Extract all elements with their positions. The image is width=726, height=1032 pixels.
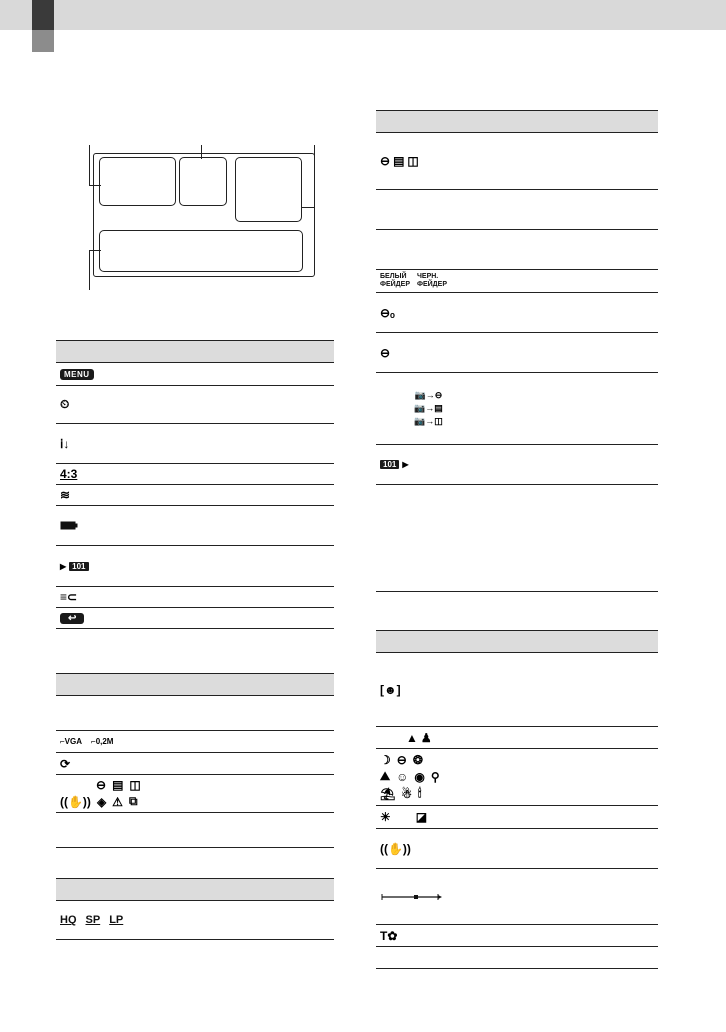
- indicator-table-quality: [56, 878, 334, 940]
- steadyshot-off-icon: ((✋)): [380, 841, 411, 856]
- table-row: [56, 901, 334, 940]
- folder-icon: 101: [380, 460, 399, 469]
- copy-to-hdd-icon: 📷→⊖: [414, 390, 443, 400]
- white-balance-sun-icon: ☀: [380, 810, 391, 824]
- battery-icon: [60, 521, 78, 530]
- landscape-icon: ▲: [406, 730, 418, 745]
- table-row: [56, 696, 334, 731]
- area-upper-center: [179, 157, 227, 206]
- wireless-icon: ≋: [60, 488, 71, 502]
- copy-to-stick-icon: 📷→▤: [414, 403, 443, 413]
- table-header: [56, 673, 334, 696]
- table-row: [376, 869, 658, 925]
- memory-stick-icon: ▤: [393, 154, 405, 168]
- table-row: [376, 749, 658, 806]
- table-row: [376, 829, 658, 869]
- camera-warning-icon: ◈: [96, 794, 107, 809]
- table-row: [376, 133, 658, 190]
- menu-button-icon: MENU: [60, 369, 94, 380]
- portrait-scene-icon: ☺: [396, 769, 409, 784]
- table-row: [56, 775, 334, 813]
- light-icon: ≡⊂: [60, 590, 78, 604]
- zoom-bar-icon: [380, 892, 444, 902]
- hdd-status-icon: ⊖: [380, 345, 391, 360]
- table-header: [376, 630, 658, 653]
- table-row: [56, 813, 334, 848]
- repeat-icon: ⟳: [60, 756, 71, 771]
- play-arrow-icon: ▶: [60, 561, 67, 571]
- table-row: [56, 608, 334, 629]
- hdd-off-icon: ⊖ₒ: [380, 305, 395, 320]
- table-row: [56, 546, 334, 587]
- chapter-tab-lower: [32, 30, 54, 52]
- light-down-icon: ⅰ↓: [60, 436, 70, 451]
- face-detection-off-icon: [☻]: [380, 682, 401, 697]
- indicator-table-media: [376, 110, 658, 592]
- spotlight-icon: ◉: [414, 769, 425, 784]
- aspect-ratio-icon: 4:3: [60, 467, 78, 481]
- warning-icon: ⚠: [112, 794, 123, 809]
- table-row: [56, 386, 334, 424]
- quality-sp-icon: SP: [85, 914, 101, 926]
- area-bottom: [99, 230, 303, 272]
- table-row: [376, 230, 658, 270]
- table-row: [56, 506, 334, 546]
- memory-stick-icon: ▤: [112, 778, 124, 792]
- page-header-bar: [0, 0, 726, 30]
- table-row: [56, 753, 334, 775]
- copy-to-card-icon: 📷→◫: [414, 416, 443, 426]
- black-fader-label: ЧЕРН. ФЕЙДЕР: [417, 273, 447, 288]
- snow-icon: ☃: [401, 786, 412, 801]
- table-row: [376, 333, 658, 373]
- table-row: [376, 445, 658, 485]
- backlight-icon: ◪: [415, 810, 428, 824]
- landscape-scene-icon: ⛰: [380, 769, 391, 783]
- tele-macro-icon: T✿: [380, 928, 398, 943]
- table-row: [56, 485, 334, 506]
- table-row: [376, 485, 658, 592]
- media-hdd-icon: ⊖: [96, 778, 107, 792]
- self-timer-icon: ⏲: [60, 397, 70, 411]
- table-row: [56, 731, 334, 753]
- table-row: [376, 270, 658, 293]
- table-row: [56, 464, 334, 485]
- area-upper-right: [235, 157, 302, 222]
- table-row: [376, 190, 658, 230]
- quality-lp-icon: LP: [109, 914, 124, 926]
- table-row: [56, 363, 334, 386]
- sports-icon: ⚲: [430, 769, 440, 784]
- screen-diagram: [88, 145, 328, 290]
- table-row: [376, 806, 658, 829]
- indicator-table-photo: [56, 673, 334, 848]
- sunset-icon: ⊖: [396, 753, 407, 767]
- folder-icon: 101: [69, 562, 88, 571]
- table-row: [376, 947, 658, 969]
- table-row: [56, 424, 334, 464]
- table-row: [376, 925, 658, 947]
- quality-hq-icon: HQ: [60, 914, 77, 926]
- night-scene-icon: ☽: [380, 753, 391, 767]
- memory-card-icon: ◫: [407, 154, 419, 168]
- area-upper-left: [99, 157, 176, 206]
- table-header: [56, 878, 334, 901]
- photo-size-02m-icon: ⌐ 0,2M: [91, 737, 114, 746]
- shake-warning-icon: ((✋)): [60, 794, 91, 809]
- media-hdd-icon: ⊖: [380, 154, 391, 168]
- white-fader-label: БЕЛЫЙ ФЕЙДЕР: [380, 273, 410, 288]
- table-row: [376, 293, 658, 333]
- table-row: [56, 587, 334, 608]
- return-button-icon: ↩: [60, 613, 84, 624]
- indicator-table-shooting: [376, 630, 658, 969]
- candle-icon: 🕯: [418, 786, 422, 800]
- table-row: [376, 373, 658, 445]
- table-header: [56, 340, 334, 363]
- table-row: [376, 653, 658, 727]
- play-arrow-icon: ▶: [402, 460, 409, 469]
- memory-card-icon: ◫: [129, 778, 141, 792]
- card-warning-icon: ⧉: [128, 794, 138, 808]
- indicator-table-buttons: [56, 340, 334, 629]
- beach-icon: ⛱: [380, 786, 396, 801]
- fireworks-icon: ❂: [412, 753, 423, 767]
- table-row: [376, 727, 658, 749]
- photo-size-vga-icon: ⌐ VGA: [60, 737, 83, 746]
- table-header: [376, 110, 658, 133]
- portrait-icon: ♟: [420, 730, 432, 745]
